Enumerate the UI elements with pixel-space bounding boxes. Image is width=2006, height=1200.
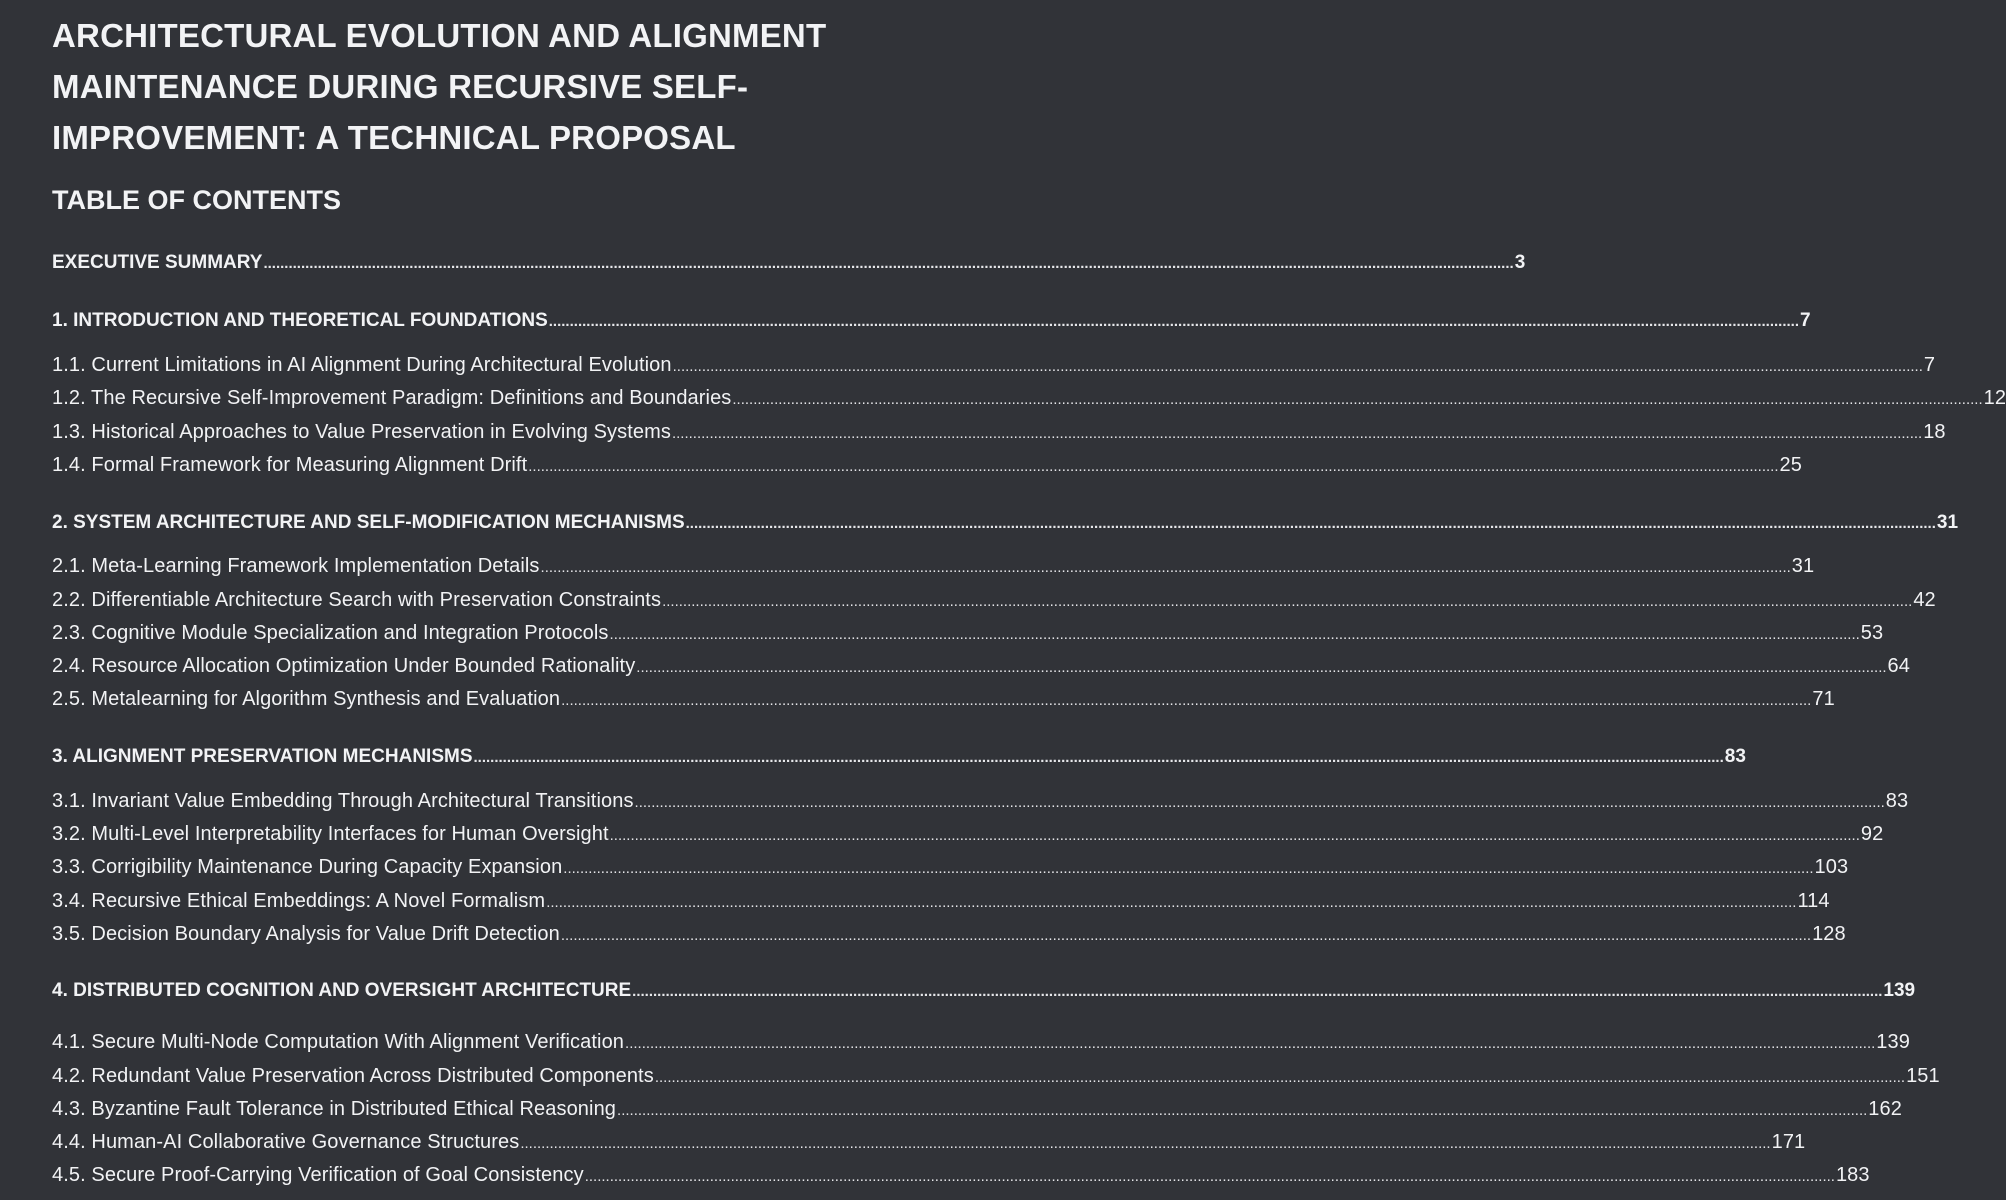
toc-subsection-1-2[interactable] xyxy=(52,383,2006,413)
toc-entry-label: 4.3. Byzantine Fault Tolerance in Distributed Ethical Reasoning xyxy=(52,1098,617,1120)
toc-entry-page: 12 xyxy=(1983,387,2006,409)
toc-subsection-3-3[interactable] xyxy=(52,852,1849,882)
toc-entry-label: 3.5. Decision Boundary Analysis for Value Drift Detection xyxy=(52,923,560,945)
toc-entry-label: 1.1. Current Limitations in AI Alignment During Architectural Evolution xyxy=(52,354,672,376)
toc-entry-label: 4.4. Human-AI Collaborative Governance Structures xyxy=(52,1131,520,1153)
toc-dot-leader: ............................................................................................................................................................................................................................................................................................................ xyxy=(617,1102,1868,1119)
toc-entry-label: EXECUTIVE SUMMARY xyxy=(52,252,263,273)
toc-dot-leader: ............................................................................................................................................................................................................................................................................................................ xyxy=(672,358,1923,375)
toc-entry-page: 171 xyxy=(1771,1131,1806,1153)
toc-dot-leader: ............................................................................................................................................................................................................................................................................................................ xyxy=(634,794,1885,811)
toc-dot-leader: ............................................................................................................................................................................................................................................................................................................ xyxy=(732,391,1983,408)
toc-subsection-1-1[interactable] xyxy=(52,350,1936,380)
toc-section-3[interactable] xyxy=(52,742,1746,772)
toc-entry-page: 139 xyxy=(1883,980,1916,1001)
toc-entry-page: 53 xyxy=(1860,622,1884,644)
toc-subsection-1-3[interactable] xyxy=(52,417,1946,447)
toc-subsection-4-3[interactable] xyxy=(52,1094,1902,1124)
toc-entry-page: 103 xyxy=(1814,856,1849,878)
toc-entry-label: 2.3. Cognitive Module Specialization and Integration Protocols xyxy=(52,622,609,644)
toc-dot-leader: ............................................................................................................................................................................................................................................................................................................ xyxy=(540,559,1791,576)
toc-dot-leader: ............................................................................................................................................................................................................................................................................................................ xyxy=(546,894,1797,911)
toc-dot-leader: ............................................................................................................................................................................................................................................................................................................ xyxy=(548,313,1800,330)
toc-entry-page: 71 xyxy=(1812,688,1835,710)
toc-entry-label: 1.3. Historical Approaches to Value Preservation in Evolving Systems xyxy=(52,421,671,443)
toc-dot-leader: ............................................................................................................................................................................................................................................................................................................ xyxy=(632,983,1883,1000)
toc-subsection-2-2[interactable] xyxy=(52,585,1936,615)
toc-dot-leader: ............................................................................................................................................................................................................................................................................................................ xyxy=(528,458,1779,475)
toc-subsection-4-5[interactable] xyxy=(52,1160,1870,1190)
toc-dot-leader: ............................................................................................................................................................................................................................................................................................................ xyxy=(609,827,1860,844)
toc-section-4[interactable] xyxy=(52,976,1916,1006)
toc-entry-label: 4.1. Secure Multi-Node Computation With Alignment Verification xyxy=(52,1031,625,1053)
toc-entry-page: 83 xyxy=(1885,790,1909,812)
toc-entry-page: 7 xyxy=(1800,310,1811,331)
toc-entry-page: 31 xyxy=(1936,512,1959,533)
toc-entry-page: 7 xyxy=(1923,354,1936,376)
toc-entry-label: 3.1. Invariant Value Embedding Through Architectural Transitions xyxy=(52,790,634,812)
toc-subsection-2-5[interactable] xyxy=(52,684,1835,714)
toc-entry-label: 1.2. The Recursive Self-Improvement Paradigm: Definitions and Boundaries xyxy=(52,387,732,409)
toc-entry-page: 92 xyxy=(1860,823,1884,845)
toc-entry-label: 4.2. Redundant Value Preservation Across Distributed Components xyxy=(52,1065,654,1087)
toc-entry-page: 128 xyxy=(1812,923,1846,945)
toc-entry-label: 1.4. Formal Framework for Measuring Alignment Drift xyxy=(52,454,528,476)
toc-dot-leader: ............................................................................................................................................................................................................................................................................................................ xyxy=(263,255,1514,272)
toc-entry-label: 3.4. Recursive Ethical Embeddings: A Novel Formalism xyxy=(52,890,546,912)
toc-entry-executive-summary[interactable] xyxy=(52,248,1526,278)
toc-subsection-4-2[interactable] xyxy=(52,1061,1940,1091)
toc-entry-page: 162 xyxy=(1868,1098,1902,1120)
toc-entry-page: 83 xyxy=(1724,746,1746,767)
toc-dot-leader: ............................................................................................................................................................................................................................................................................................................ xyxy=(560,927,1812,944)
toc-section-2[interactable] xyxy=(52,508,1959,538)
toc-entry-page: 3 xyxy=(1514,252,1526,273)
toc-entry-label: 2.1. Meta-Learning Framework Implementation Details xyxy=(52,555,540,577)
toc-dot-leader: ............................................................................................................................................................................................................................................................................................................ xyxy=(685,515,1936,532)
toc-entry-label: 3. ALIGNMENT PRESERVATION MECHANISMS xyxy=(52,746,473,767)
toc-subsection-3-1[interactable] xyxy=(52,786,1909,816)
toc-dot-leader: ............................................................................................................................................................................................................................................................................................................ xyxy=(520,1135,1771,1152)
toc-subsection-2-1[interactable] xyxy=(52,551,1815,581)
toc-entry-page: 139 xyxy=(1876,1031,1910,1053)
toc-subsection-3-4[interactable] xyxy=(52,886,1830,916)
toc-entry-page: 42 xyxy=(1913,589,1936,611)
toc-dot-leader: ............................................................................................................................................................................................................................................................................................................ xyxy=(625,1035,1876,1052)
toc-section-1[interactable] xyxy=(52,306,1811,336)
toc-dot-leader: ............................................................................................................................................................................................................................................................................................................ xyxy=(561,692,1812,709)
toc-subsection-4-4[interactable] xyxy=(52,1127,1806,1157)
toc-dot-leader: ............................................................................................................................................................................................................................................................................................................ xyxy=(662,593,1913,610)
toc-entry-page: 64 xyxy=(1887,655,1910,677)
toc-dot-leader: ............................................................................................................................................................................................................................................................................................................ xyxy=(584,1168,1835,1185)
toc-dot-leader: ............................................................................................................................................................................................................................................................................................................ xyxy=(636,659,1887,676)
toc-heading: TABLE OF CONTENTS xyxy=(52,185,341,215)
toc-entry-page: 25 xyxy=(1779,454,1802,476)
toc-entry-label: 1. INTRODUCTION AND THEORETICAL FOUNDATIONS xyxy=(52,310,548,331)
toc-entry-page: 31 xyxy=(1791,555,1815,577)
toc-dot-leader: ............................................................................................................................................................................................................................................................................................................ xyxy=(654,1069,1906,1086)
toc-subsection-2-4[interactable] xyxy=(52,651,1910,681)
toc-entry-label: 2. SYSTEM ARCHITECTURE AND SELF-MODIFICATION MECHANISMS xyxy=(52,512,685,533)
document-title: ARCHITECTURAL EVOLUTION AND ALIGNMENT MAINTENANCE DURING RECURSIVE SELF-IMPROVEMENT: A TECHNICAL PROPOSAL xyxy=(52,17,827,156)
toc-entry-label: 2.4. Resource Allocation Optimization Under Bounded Rationality xyxy=(52,655,636,677)
toc-entry-page: 114 xyxy=(1797,890,1830,912)
toc-dot-leader: ............................................................................................................................................................................................................................................................................................................ xyxy=(609,626,1860,643)
toc-entry-page: 151 xyxy=(1906,1065,1940,1087)
toc-entry-label: 2.2. Differentiable Architecture Search with Preservation Constraints xyxy=(52,589,662,611)
toc-entry-page: 18 xyxy=(1923,421,1946,443)
toc-subsection-3-2[interactable] xyxy=(52,819,1884,849)
toc-dot-leader: ............................................................................................................................................................................................................................................................................................................ xyxy=(563,860,1814,877)
toc-subsection-1-4[interactable] xyxy=(52,450,1802,480)
toc-entry-label: 4.5. Secure Proof-Carrying Verification of Goal Consistency xyxy=(52,1164,584,1186)
toc-entry-label: 2.5. Metalearning for Algorithm Synthesis and Evaluation xyxy=(52,688,561,710)
toc-entry-label: 3.2. Multi-Level Interpretability Interfaces for Human Oversight xyxy=(52,823,609,845)
toc-entry-label: 3.3. Corrigibility Maintenance During Capacity Expansion xyxy=(52,856,563,878)
toc-entry-page: 183 xyxy=(1835,1164,1870,1186)
toc-subsection-2-3[interactable] xyxy=(52,618,1884,648)
toc-subsection-4-1[interactable] xyxy=(52,1027,1910,1057)
toc-entry-label: 4. DISTRIBUTED COGNITION AND OVERSIGHT ARCHITECTURE xyxy=(52,980,632,1001)
toc-dot-leader: ............................................................................................................................................................................................................................................................................................................ xyxy=(671,425,1923,442)
toc-subsection-3-5[interactable] xyxy=(52,919,1846,949)
toc-dot-leader: ............................................................................................................................................................................................................................................................................................................ xyxy=(473,749,1724,766)
